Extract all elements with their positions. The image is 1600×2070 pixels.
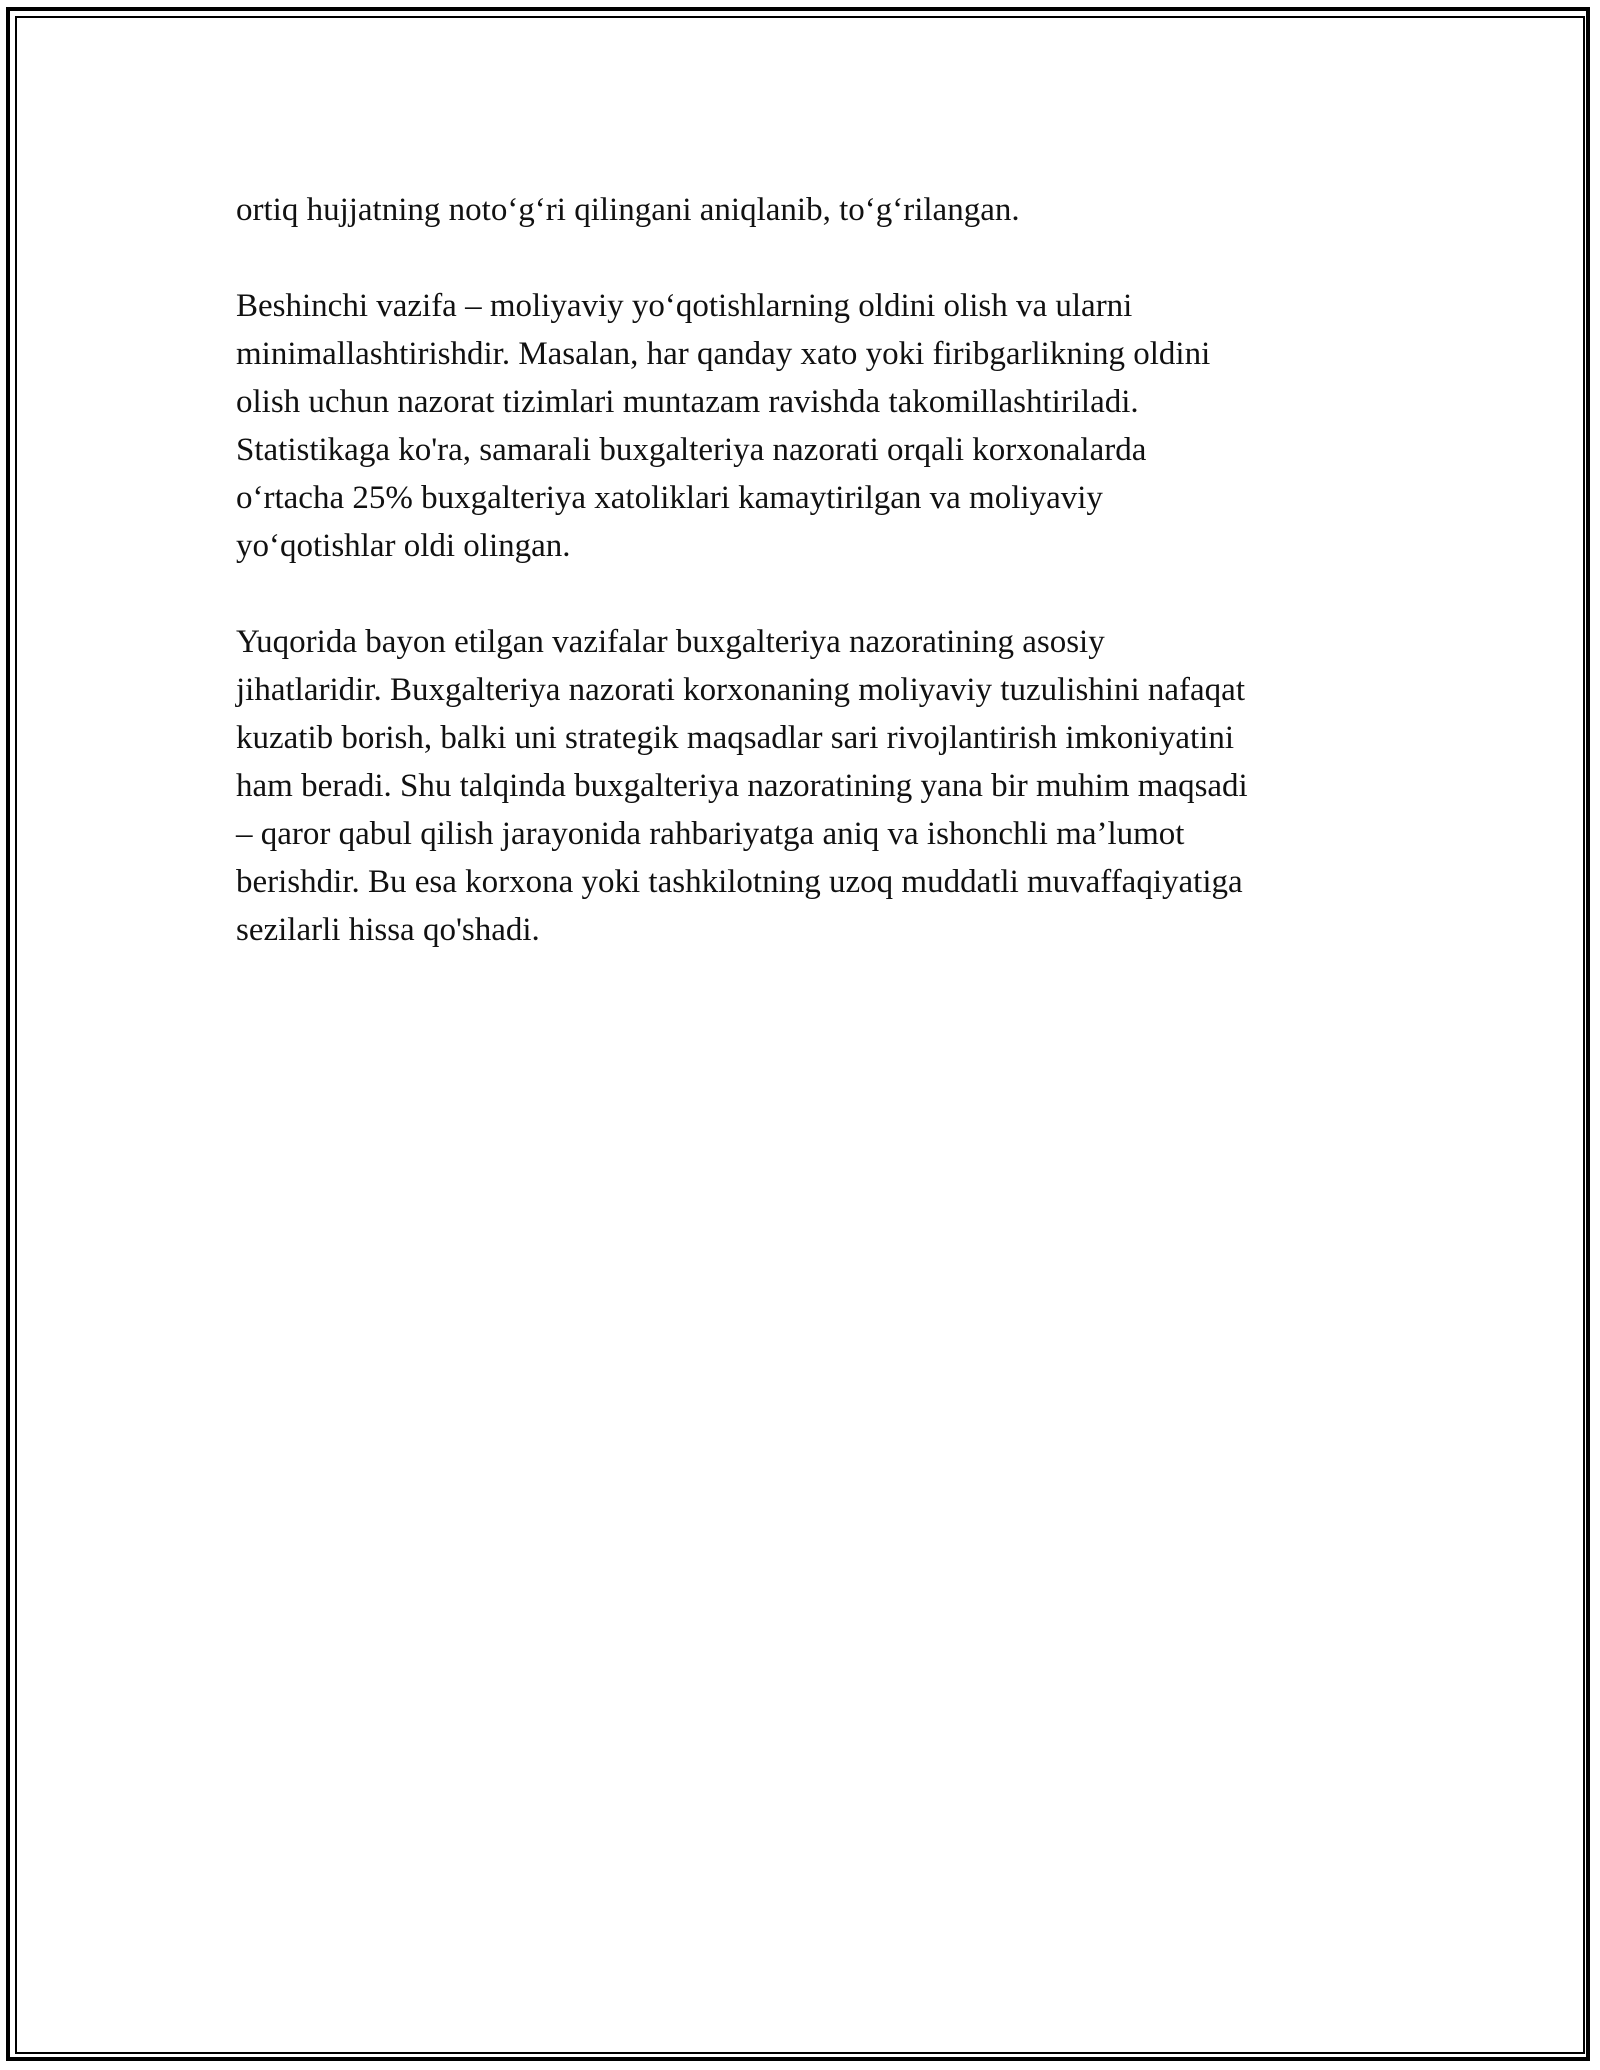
paragraph-fifth-task: Beshinchi vazifa – moliyaviy yo‘qotishlarning oldini olish va ularni minimallashtirishdir. Masalan, har qanday xato yoki firibgarlikning oldini olish uchun nazorat tizimlari muntazam ravishda takomillashtiriladi. Statistikaga ko'ra, samarali buxgalteriya nazorati orqali korxonalarda o‘rtacha 25% buxgalteriya xatoliklari kamaytirilgan va moliyaviy yo‘qotishlar oldi olingan. — [236, 288, 1211, 564]
paragraph-summary: Yuqorida bayon etilgan vazifalar buxgalteriya nazoratining asosiy jihatlaridir. Buxgalteriya nazorati korxonaning moliyaviy tuzulishini nafaqat kuzatib borish, balki uni strategik maqsadlar sari rivojlantirish imkoniyatini ham beradi. Shu talqinda buxgalteriya nazoratining yana bir muhim maqsadi – qaror qabul qilish jarayonida rahbariyatga aniq va ishonchli ma’lumot berishdir. Bu esa korxona yoki tashkilotning uzoq muddatli muvaffaqiyatiga sezilarli hissa qo'shadi. — [236, 624, 1248, 948]
document-body — [236, 186, 1376, 954]
paragraph-continuation: ortiq hujjatning noto‘g‘ri qilingani aniqlanib, to‘g‘rilangan. — [236, 192, 1020, 228]
